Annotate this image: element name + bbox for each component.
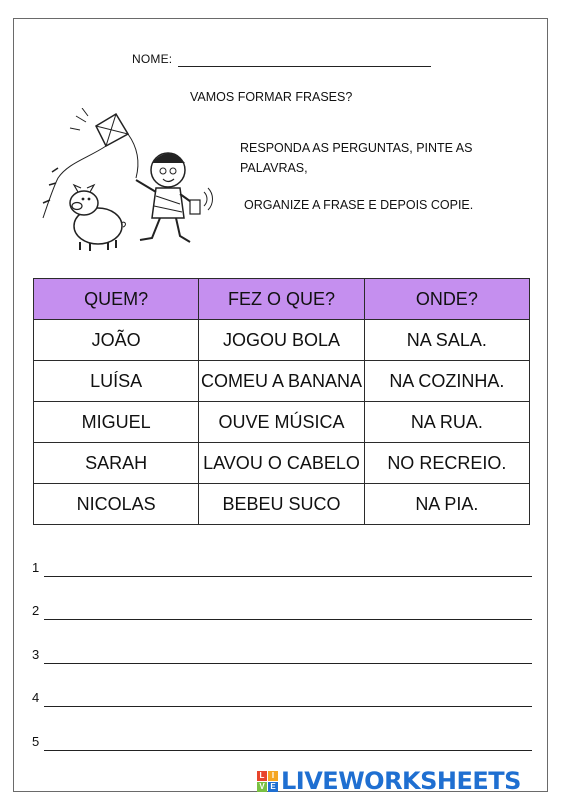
header-fez-o-que: FEZ O QUE?: [199, 279, 364, 320]
table-header-row: [34, 279, 530, 320]
name-label: NOME:: [132, 52, 173, 66]
worksheet-title: VAMOS FORMAR FRASES?: [190, 90, 353, 104]
table-cell[interactable]: JOGOU BOLA: [199, 320, 364, 361]
answer-rule: [44, 750, 532, 751]
table-row: [34, 484, 530, 525]
answer-line-2[interactable]: [32, 603, 532, 623]
table-cell[interactable]: NA SALA.: [364, 320, 529, 361]
answer-number: 1: [32, 560, 40, 575]
name-input-line[interactable]: [178, 66, 431, 67]
answer-rule: [44, 706, 532, 707]
cartoon-illustration: [28, 108, 218, 258]
logo-tile: E: [268, 782, 278, 792]
logo-tile: V: [257, 782, 267, 792]
liveworksheets-logo[interactable]: [257, 766, 521, 796]
answer-line-5[interactable]: [32, 734, 532, 754]
logo-tile: I: [268, 771, 278, 781]
table-cell[interactable]: LUÍSA: [34, 361, 199, 402]
table-cell[interactable]: COMEU A BANANA: [199, 361, 364, 402]
table-cell[interactable]: OUVE MÚSICA: [199, 402, 364, 443]
answer-rule: [44, 619, 532, 620]
answer-line-3[interactable]: [32, 647, 532, 667]
answer-line-1[interactable]: [32, 560, 532, 580]
table-cell[interactable]: NA RUA.: [364, 402, 529, 443]
table-row: [34, 402, 530, 443]
table-cell[interactable]: BEBEU SUCO: [199, 484, 364, 525]
brand-name: LIVEWORKSHEETS: [281, 767, 521, 795]
table-cell[interactable]: LAVOU O CABELO: [199, 443, 364, 484]
instruction-text-1: RESPONDA AS PERGUNTAS, PINTE AS PALAVRAS,: [240, 141, 473, 175]
answer-rule: [44, 663, 532, 664]
table-row: [34, 320, 530, 361]
table-row: [34, 361, 530, 402]
table-row: [34, 443, 530, 484]
answer-number: 2: [32, 603, 40, 618]
answer-line-4[interactable]: [32, 690, 532, 710]
logo-tile: L: [257, 771, 267, 781]
header-onde: ONDE?: [364, 279, 529, 320]
table-cell[interactable]: JOÃO: [34, 320, 199, 361]
sentence-table: [33, 278, 530, 525]
brand-logo-icon: [257, 771, 278, 792]
header-quem: QUEM?: [34, 279, 199, 320]
answer-number: 4: [32, 690, 40, 705]
answer-number: 3: [32, 647, 40, 662]
answer-rule: [44, 576, 532, 577]
answer-number: 5: [32, 734, 40, 749]
table-cell[interactable]: NA PIA.: [364, 484, 529, 525]
instruction-text-2: ORGANIZE A FRASE E DEPOIS COPIE.: [244, 198, 474, 212]
table-cell[interactable]: NICOLAS: [34, 484, 199, 525]
table-cell[interactable]: NO RECREIO.: [364, 443, 529, 484]
table-cell[interactable]: NA COZINHA.: [364, 361, 529, 402]
table-cell[interactable]: SARAH: [34, 443, 199, 484]
table-cell[interactable]: MIGUEL: [34, 402, 199, 443]
